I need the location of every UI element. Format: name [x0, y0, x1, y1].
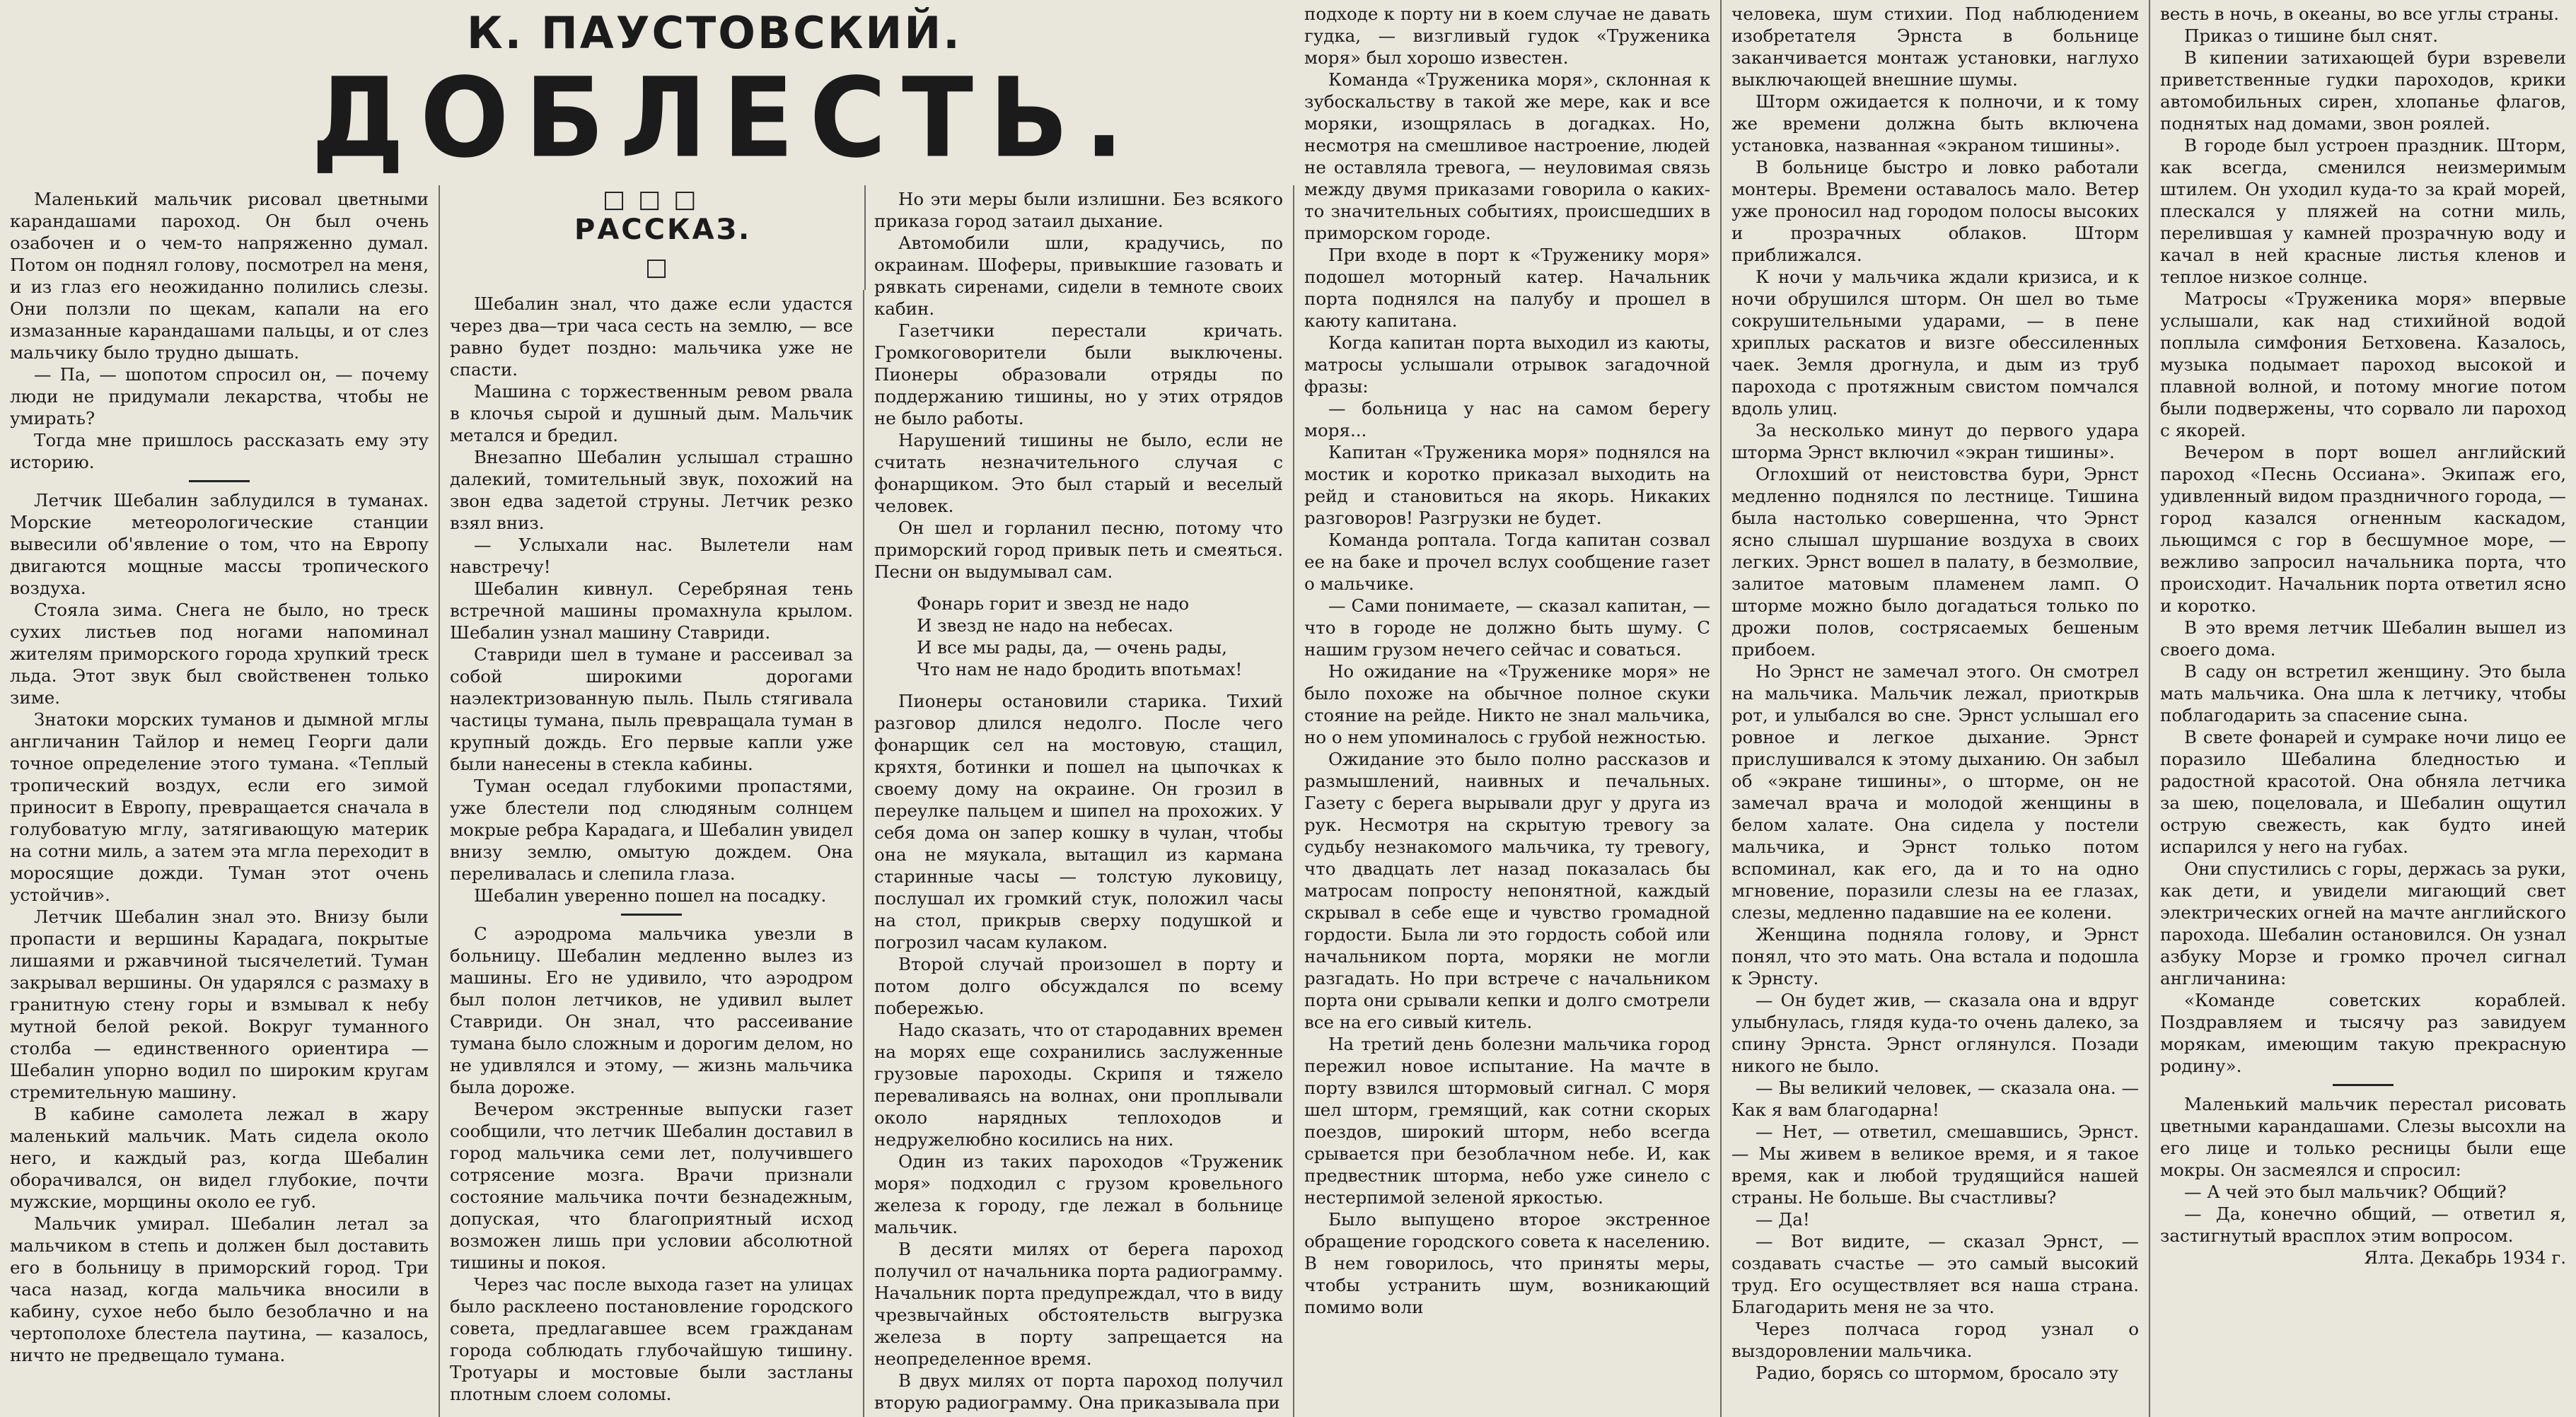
paragraph: Когда капитан порта выходил из каюты, матросы услышали отрывок загадочной фразы:: [1304, 332, 1710, 397]
subtitle-block: [440, 185, 866, 290]
paragraph: Женщина подняла голову, и Эрнст понял, что это мать. Она встала и подошла к Эрнсту.: [1731, 924, 2139, 989]
paragraph: В свете фонарей и сумраке ночи лицо ее поразило Шебалина бледностью и радостной красотой. Она обняла летчика за шею, поцеловала, и Шебалин ощутил острую свежесть, как будто иней испарился у него на губах.: [2160, 727, 2566, 857]
paragraph: Капитан «Труженика моря» поднялся на мостик и коротко приказал выходить на рейд и становиться на якорь. Никаких разговоров! Разгрузки не будет.: [1304, 442, 1710, 528]
paragraph: Автомобили шли, крадучись, по окраинам. Шоферы, привыкшие газовать и рявкать сиренами, сидели в темноте своих кабин.: [874, 233, 1283, 319]
paragraph: Шторм ожидается к полночи, и к тому же времени должна быть включена установка, названная «экраном тишины».: [1731, 91, 2139, 156]
paragraph: Шебалин знал, что даже если удастся через два—три часа сесть на землю, — все равно будет поздно: мальчика уже не спасти.: [450, 293, 853, 380]
paragraph: Команда «Труженика моря», склонная к зубоскальству в такой же мере, как и все моряки, изощрялась в догадках. Но, несмотря на смешливое настроение, людей не оставляла тревога, — неуловимая связь между двумя приказами говорила о каких-то значительных событиях, происшедших в приморском городе.: [1304, 69, 1710, 243]
verse-line: И звезд не надо на небесах.: [917, 615, 1173, 636]
paragraph: При входе в порт к «Труженику моря» подошел моторный катер. Начальник порта поднялся на палубу и прошел в каюту капитана.: [1304, 245, 1710, 331]
paragraph: Надо сказать, что от стародавних времен на морях еще сохранились заслуженные грузовые пароходы. Скрипя и тяжело переваливаясь на волнах, они проплывали около нарядных теплоходов и недружелюбно косились на них.: [874, 1020, 1283, 1150]
paragraph: — Сами понимаете, — сказал капитан, — что в городе не должно быть шуму. С нашим грузом нечего сейчас и соваться.: [1304, 595, 1710, 660]
column-2: [440, 290, 864, 1417]
paragraph: Тогда мне пришлось рассказать ему эту историю.: [10, 430, 429, 472]
story-header: [212, 0, 1301, 185]
paragraph: Вечером в порт вошел английский пароход «Песнь Оссиана». Экипаж его, удивленный видом праздничного города, — город казался огненным каскадом, льющимся с гор в бесшумное море, — вежливо запросил начальника порта, что происходит. Начальник порта ответил ясно и коротко.: [2160, 442, 2566, 616]
paragraph: — Да!: [1756, 1209, 1810, 1230]
paragraph: — Па, — шопотом спросил он, — почему люди не придумали лекарства, чтобы не умирать?: [10, 364, 429, 428]
paragraph: — Вы великий человек, — сказала она. — Как я вам благодарна!: [1731, 1078, 2139, 1120]
paragraph: Ставриди шел в тумане и рассеивал за собой широкими дорогами наэлектризованную пыль. Пыль стягивала частицы тумана, пыль превращала туман в крупный дождь. Его первые капли уже были нанесены в стекла кабины.: [450, 644, 853, 774]
paragraph: На третий день болезни мальчика город пережил новое испытание. На мачте в порту взвился штормовый сигнал. С моря шел шторм, гремящий, как сотни скорых поездов, широкий шторм, небо всегда срывается при безоблачном небе. И, как предвестник шторма, небо уже синело с нестерпимой зеленой яркостью.: [1304, 1034, 1710, 1208]
author-name: К. ПАУСТОВСКИЙ.: [467, 7, 962, 59]
paragraph: Вечером экстренные выпуски газет сообщили, что летчик Шебалин доставил в город мальчика семи лет, получившего сотрясение мозга. Врачи признали состояние мальчика почти безнадежным, допуская, что благоприятный исход возможен лишь при условии абсолютной тишины и покоя.: [450, 1099, 853, 1273]
ornament-small: □: [645, 253, 668, 281]
paragraph: К ночи у мальчика ждали кризиса, и к ночи обрушился шторм. Он шел во тьме сокрушительными ударами, — в пене хриплых раскатов и визге обессиленных чаек. Земля дрогнула, и дым из труб парохода с протяжным свистом помчался вдоль улиц.: [1731, 267, 2139, 419]
column-4: [1294, 0, 1722, 1417]
paragraph: Приказ о тишине был снят.: [2184, 25, 2439, 46]
paragraph: Они спустились с горы, держась за руки, как дети, и увидели мигающий свет электрических огней на мачте английского парохода. Шебалин остановился. Он узнал азбуку Морзе и громко прочел сигнал англичанина:: [2160, 858, 2566, 989]
paragraph: Радио, борясь со штормом, бросало эту: [1756, 1363, 2119, 1383]
paragraph: — Да, конечно общий, — ответил я, застигнутый врасплох этим вопросом.: [2160, 1203, 2566, 1246]
paragraph: Внезапно Шебалин услышал страшно далекий, томительный звук, похожий на звон едва задетой струны. Летчик резко взял вниз.: [450, 447, 853, 533]
song-verse: [917, 593, 1283, 680]
column-1: [0, 185, 440, 1417]
paragraph: В десяти милях от берега пароход получил от начальника порта радиограмму. Начальник порта предупреждал, что в виду чрезвычайных обстоятельств выгрузка железа в порту запрещается на неопределенное время.: [874, 1239, 1283, 1369]
paragraph: Второй случай произошел в порту и потом долго обсуждался по всему побережью.: [874, 954, 1283, 1018]
paragraph: Было выпущено второе экстренное обращение городского совета к населению. В нем говорилось, что приняты меры, чтобы устранить шум, возникающий помимо воли: [1304, 1209, 1710, 1317]
column-6: [2150, 0, 2576, 1417]
paragraph: Стояла зима. Снега не было, но треск сухих листьев под ногами напоминал жителям приморского города хрупкий треск льда. Этот звук был свойственен только зиме.: [10, 600, 429, 708]
paragraph: Нарушений тишины не было, если не считать незначительного случая с фонарщиком. Это был старый и веселый человек.: [874, 430, 1283, 516]
paragraph: Через час после выхода газет на улицах было расклеено постановление городского совета, предлагавшее всем гражданам города соблюдать глубочайшую тишину. Тротуары и мостовые были застланы плотным слоем соломы.: [450, 1274, 853, 1404]
paragraph: подходе к порту ни в коем случае не давать гудка, — визгливый гудок «Труженика моря» был хорошо известен.: [1304, 4, 1710, 68]
paragraph: Но Эрнст не замечал этого. Он смотрел на мальчика. Мальчик лежал, приоткрыв рот, и улыбался во сне. Эрнст услышал его ровное и легкое дыхание. Эрнст прислушивался к этому дыханию. Он забыл об «экране тишины», о шторме, он не замечал врача и молодой женщины в белом халате. Она сидела у постели мальчика, и Эрнст только потом вспоминал, как его, да и то на одно мгновение, поразили слезы на ее глазах, слезы, медленно падавшие на ее колени.: [1731, 661, 2139, 923]
section-divider: [621, 914, 682, 916]
story-title: ДОБЛЕСТЬ.: [311, 54, 1140, 182]
paragraph: Через полчаса город узнал о выздоровлении мальчика.: [1731, 1319, 2139, 1361]
paragraph: Мальчик умирал. Шебалин летал за мальчиком в степь и должен был доставить его в больницу в приморский город. Три часа назад, когда мальчика вносили в кабину, сухое небо было безоблачно и на чертополохе блестела паутина, — казалось, ничто не предвещало тумана.: [10, 1213, 429, 1365]
paragraph: — Он будет жив, — сказала она и вдруг улыбнулась, глядя куда-то очень далеко, за спину Эрнста. Эрнст оглянулся. Позади никого не было.: [1731, 990, 2139, 1076]
paragraph: В больнице быстро и ловко работали монтеры. Времени оставалось мало. Ветер уже проносил над городом полосы высоких и прозрачных облаков. Шторм приближался.: [1731, 157, 2139, 265]
column-5: [1722, 0, 2150, 1417]
paragraph: С аэродрома мальчика увезли в больницу. Шебалин медленно вылез из машины. Его не удивило, что аэродром был полон летчиков, не удивил вылет Ставриди. Он знал, что рассеивание тумана было сложным и дорогим делом, но не удивлялся и этому, — жизнь мальчика была дороже.: [450, 923, 853, 1097]
paragraph: Ожидание это было полно рассказов и размышлений, наивных и печальных. Газету с берега вырывали друг у друга из рук. Несмотря на скрытую тревогу за судьбу незнакомого мальчика, ту тревогу, что двадцать лет назад показалась бы матросам попросту непонятной, каждый скрывал в себе еще и чувство громадной гордости. Была ли это гордость собой или начальником порта, моряки не могли разгадать. Но при встрече с начальником порта они срывали кепки и долго смотрели все на его сивый китель.: [1304, 749, 1710, 1032]
paragraph: Маленький мальчик рисовал цветными карандашами пароход. Он был очень озабочен и о чем-то напряженно думал. Потом он поднял голову, посмотрел на меня, и из глаз его неожиданно полились слезы. Они ползли по щекам, капали на его измазанные карандашами пальцы, и от слез мальчику было трудно дышать.: [10, 189, 429, 363]
paragraph: В это время летчик Шебалин вышел из своего дома.: [2160, 617, 2566, 660]
paragraph: Шебалин кивнул. Серебряная тень встречной машины промахнула крылом. Шебалин узнал машину Ставриди.: [450, 578, 853, 643]
story-subtitle: РАССКАЗ.: [574, 214, 752, 246]
paragraph: весть в ночь, в океаны, во все углы страны.: [2160, 4, 2560, 24]
paragraph: — А чей это был мальчик? Общий?: [2184, 1182, 2507, 1202]
signature: Ялта. Декабрь 1934 г.: [2364, 1247, 2566, 1268]
paragraph: За несколько минут до первого удара шторма Эрнст включил «экран тишины».: [1731, 420, 2139, 462]
paragraph: В кабине самолета лежал в жару маленький мальчик. Мать сидела около него, и каждый раз, когда Шебалин оборачивался, он видел глубокие, почти мужские, морщины около ее губ.: [10, 1104, 429, 1212]
paragraph: — больница у нас на самом берегу моря...: [1304, 398, 1710, 441]
paragraph: Шебалин уверенно пошел на посадку.: [474, 885, 827, 906]
ornament: □□□: [603, 185, 709, 214]
verse-line: И все мы рады, да, — очень рады,: [917, 637, 1227, 658]
paragraph: Маленький мальчик перестал рисовать цветными карандашами. Слезы высохли на его лице и только ресницы были еще мокры. Он засмеялся и спросил:: [2160, 1094, 2566, 1180]
paragraph: Он шел и горланил песню, потому что приморский город привык петь и смеяться. Песни он выдумывал сам.: [874, 518, 1283, 582]
verse-line: Фонарь горит и звезд не надо: [917, 593, 1190, 614]
paragraph: В городе был устроен праздник. Шторм, как всегда, сменился неизмеримым штилем. Он уходил куда-то за край морей, плескался у пляжей на сотни миль, перелившая у камней прозрачную воду и качал в ней красные листья кленов и теплое низкое солнце.: [2160, 135, 2566, 287]
verse-line: Что нам не надо бродить впотьмах!: [917, 659, 1243, 680]
paragraph: Знатоки морских туманов и дымной мглы англичанин Тайлор и немец Георги дали точное определение этого тумана. «Теплый тропический воздух, если его зимой приносит в Европу, превращается сначала в голубоватую мглу, затягивающую материк на сотни миль, а затем эта мгла переходит в моросящие дожди. Туман этот очень устойчив».: [10, 709, 429, 905]
paragraph: Один из таких пароходов «Труженик моря» подходил с грузом кровельного железа к городу, где лежал в больнице мальчик.: [874, 1151, 1283, 1237]
paragraph: Но эти меры были излишни. Без всякого приказа город затаил дыхание.: [874, 189, 1283, 231]
paragraph: В саду он встретил женщину. Это была мать мальчика. Она шла к летчику, чтобы поблагодарить за спасение сына.: [2160, 661, 2566, 725]
paragraph: Газетчики перестали кричать. Громкоговорители были выключены. Пионеры образовали отряды по поддержанию тишины, но у этих отрядов не было работы.: [874, 320, 1283, 428]
paragraph: Летчик Шебалин знал это. Внизу были пропасти и вершины Карадага, покрытые лишаями и ржавчиной тысячелетий. Туман закрывал вершины. Он ударялся с размаху в гранитную стену горы и взмывал к небу мутной белой рекой. Вокруг туманного столба — единственного ориентира — Шебалин упорно водил по широким кругам стремительную машину.: [10, 906, 429, 1102]
paragraph: — Услыхали нас. Вылетели нам навстречу!: [450, 535, 853, 577]
section-divider: [189, 480, 250, 482]
paragraph: человека, шум стихии. Под наблюдением изобретателя Эрнста в больнице заканчивается монтаж установки, наглухо выключающей внешние шумы.: [1731, 4, 2139, 90]
paragraph: В двух милях от порта пароход получил вторую радиограмму. Она приказывала при: [874, 1370, 1283, 1413]
paragraph: Машина с торжественным ревом рвала в клочья сырой и душный дым. Мальчик метался и бредил.: [450, 381, 853, 445]
paragraph: Матросы «Труженика моря» впервые услышали, как над стихийной водой поплыла симфония Бетховена. Казалось, музыка подымает пароход высокой и плавной волной, и потому многие потом были подвержены, что сорвало ли пароход с якорей.: [2160, 288, 2566, 441]
paragraph: Летчик Шебалин заблудился в туманах. Морские метеорологические станции вывесили об'явление о том, что на Европу двигаются мощные массы тропического воздуха.: [10, 490, 429, 598]
paragraph: Туман оседал глубокими пропастями, уже блестели под слюдяным солнцем мокрые ребра Карадага, и Шебалин увидел внизу землю, омытую дождем. Она переливалась и слепила глаза.: [450, 776, 853, 884]
paragraph: Но ожидание на «Труженике моря» не было похоже на обычное полное скуки стояние на рейде. Никто не знал мальчика, но о нем упоминалось с грубой нежностью.: [1304, 661, 1710, 747]
paragraph: — Вот видите, — сказал Эрнст, — создавать счастье — это самый высокий труд. Его осуществляет вся наша страна. Благодарить меня не за что.: [1731, 1231, 2139, 1317]
paragraph: «Команде советских кораблей. Поздравляем и тысячу раз завидуем морякам, имеющим такую прекрасную родину».: [2160, 990, 2566, 1076]
paragraph: Оглохший от неистовства бури, Эрнст медленно поднялся по лестнице. Тишина была настолько совершенна, что Эрнст ясно слышал шуршание воздуха в своих легких. Эрнст вошел в палату, в безмолвие, залитое матовым пламенем ламп. О шторме можно было догадаться только по дрожи полов, сострясаемых бешеным прибоем.: [1731, 464, 2139, 660]
section-divider: [2333, 1084, 2394, 1086]
paragraph: Пионеры остановили старика. Тихий разговор длился недолго. После чего фонарщик сел на мостовую, стащил, кряхтя, ботинки и пошел на цыпочках к своему дому на окраине. Он грозил в переулке пальцем и шипел на прохожих. У себя дома он запер кошку в чулан, чтобы она не мяукала, вытащил из кармана старинные часы — толстую луковицу, послушал их громкий стук, положил часы на стол, прикрыв сверху подушкой и погрозил часам кулаком.: [874, 691, 1283, 952]
paragraph: В кипении затихающей бури взревели приветственные гудки пароходов, крики автомобильных сирен, хлопанье флагов, поднятых над домами, звон роялей.: [2160, 47, 2566, 134]
column-3: [864, 185, 1294, 1417]
paragraph: — Нет, — ответил, смешавшись, Эрнст. — Мы живем в великое время, и я такое время, как и любой трудящийся нашей страны. Не больше. Вы счастливы?: [1731, 1121, 2139, 1208]
paragraph: Команда роптала. Тогда капитан созвал ее на баке и прочел вслух сообщение газет о мальчике.: [1304, 530, 1710, 594]
